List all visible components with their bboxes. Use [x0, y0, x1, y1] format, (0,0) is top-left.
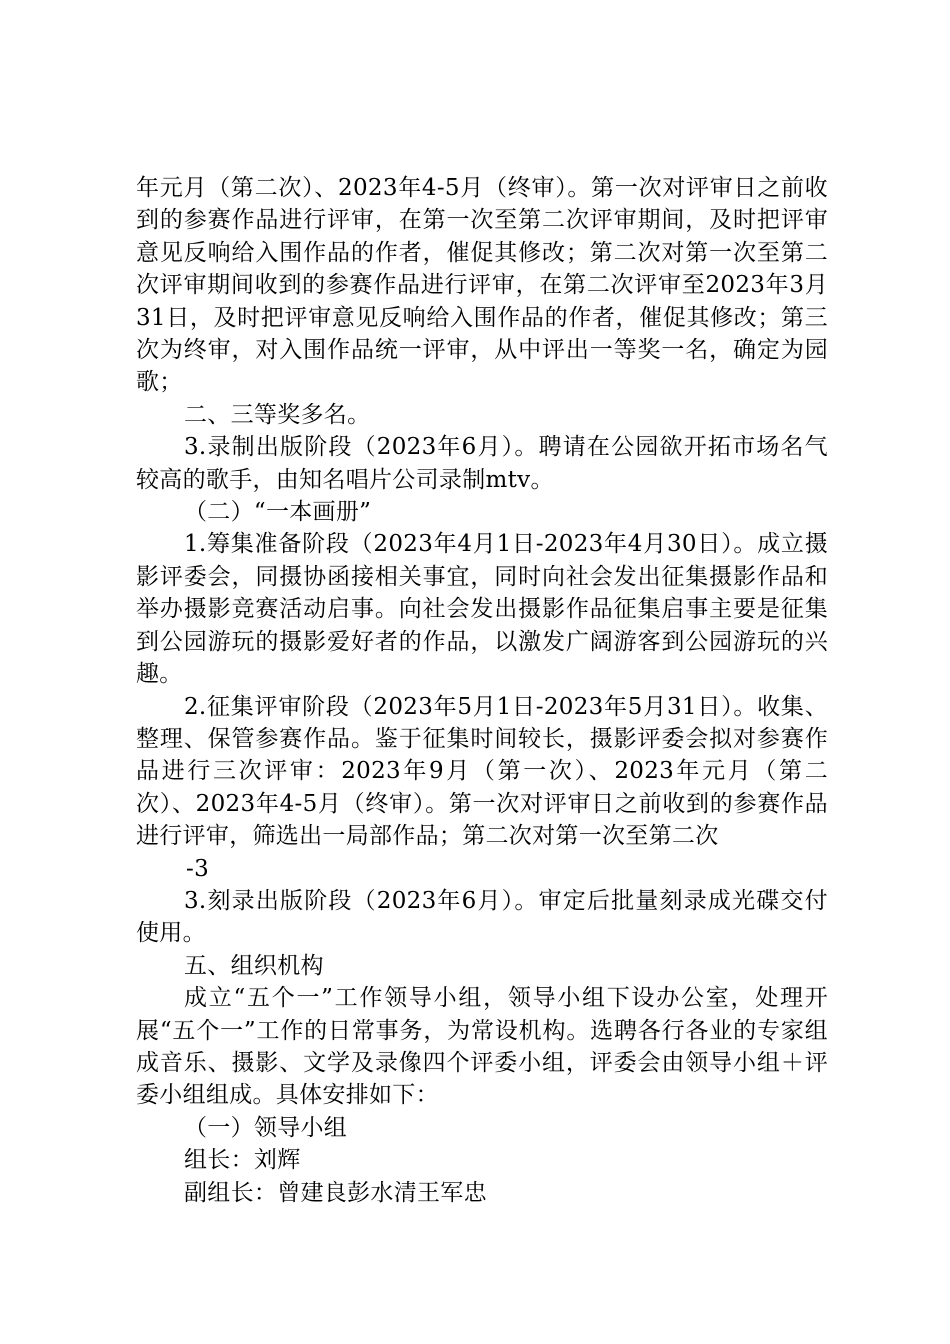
section-heading-leadership: （一）领导小组	[184, 1114, 348, 1141]
paragraph-awards: 二、三等奖多名。	[184, 401, 371, 428]
paragraph-organization: 成立“五个一”工作领导小组，领导小组下设办公室，处理开展“五个一”工作的日常事务，为常设机构。选聘各行各业的专家组成音乐、摄影、文学及录像四个评委小组，评委会由领导小组＋评委小组组成。具体安排如下：	[136, 985, 828, 1109]
paragraph-review-schedule: 年元月（第二次）、2023年4-5月（终审）。第一次对评审日之前收到的参赛作品进行评审，在第一次至第二次评审期间，及时把评审意见反响给入围作品的作者，催促其修改；第二次对第一次至第二次评审期间收到的参赛作品进行评审，在第二次评审至2023年3月31日，及时把评审意见反响给入围作品的作者，催促其修改；第三次为终审，对入围作品统一评审，从中评出一等奖一名，确定为园歌；	[136, 175, 828, 396]
paragraph-preparation-stage: 1.筹集准备阶段（2023年4月1日-2023年4月30日）。成立摄影评委会，同摄协函接相关事宜，同时向社会发出征集摄影作品和举办摄影竞赛活动启事。向社会发出摄影作品征集启事主要是征集到公园游玩的摄影爱好者的作品，以激发广阔游客到公园游玩的兴趣。	[136, 531, 828, 688]
section-heading-album: （二）“一本画册”	[184, 499, 372, 526]
document-body	[136, 172, 828, 1209]
paragraph-recording-stage: 3.录制出版阶段（2023年6月）。聘请在公园欲开拓市场名气较高的歌手，由知名唱片公司录制mtv。	[136, 434, 828, 493]
section-heading-organization: 五、组织机构	[184, 952, 324, 979]
paragraph-collection-review-stage: 2.征集评审阶段（2023年5月1日-2023年5月31日）。收集、整理、保管参赛作品。鉴于征集时间较长，摄影评委会拟对参赛作品进行三次评审：2023年9月（第一次）、2023年元月（第二次）、2023年4-5月（终审）。第一次对评审日之前收到的参赛作品进行评审，筛选出一局部作品；第二次对第一次至第二次	[136, 693, 828, 850]
paragraph-deputy-leaders: 副组长：曾建良彭水清王军忠	[184, 1179, 487, 1206]
paragraph-burning-stage: 3.刻录出版阶段（2023年6月）。审定后批量刻录成光碟交付使用。	[136, 887, 828, 947]
paragraph-leader: 组长：刘辉	[184, 1147, 301, 1174]
page-number: -3	[186, 855, 210, 882]
